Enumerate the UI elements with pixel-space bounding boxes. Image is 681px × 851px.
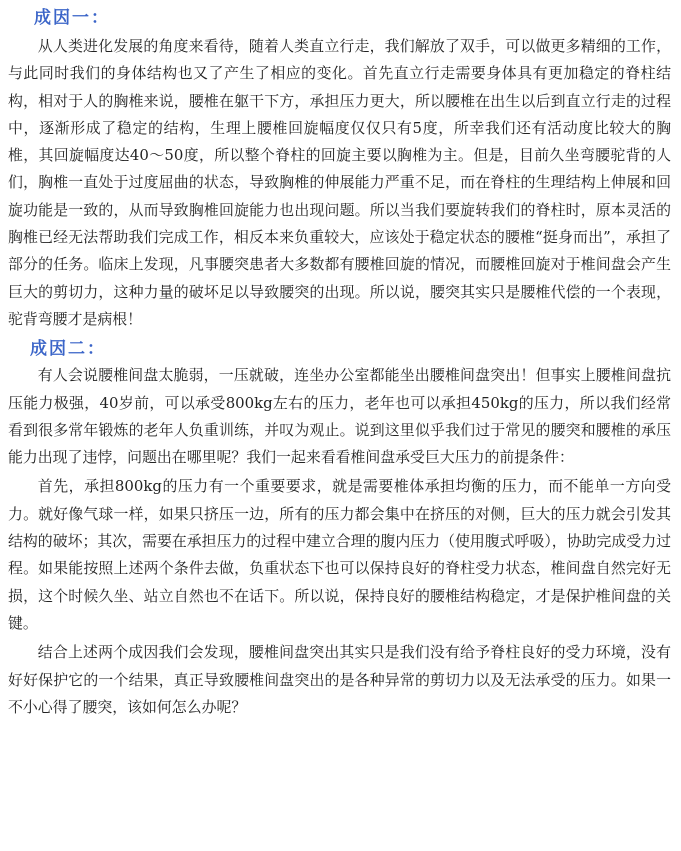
section-heading-cause-two: 成因二： xyxy=(30,339,106,360)
paragraph-conclusion: 结合上述两个成因我们会发现，腰椎间盘突出其实只是我们没有给予脊柱良好的受力环境，没有好好保护它的一个结果，真正导致腰椎间盘突出的是各种异常的剪切力以及无法承受的压力。如果一不小心得了腰突，该如何怎么办呢？ xyxy=(8,643,671,716)
paragraph-cause-one: 从人类进化发展的角度来看待，随着人类直立行走，我们解放了双手，可以做更多精细的工作，与此同时我们的身体结构也又了产生了相应的变化。首先直立行走需要身体具有更加稳定的脊柱结构，相对于人的胸椎来说，腰椎在躯干下方，承担压力更大，所以腰椎在出生以后到直立行走的过程中，逐渐形成了稳定的结构，生理上腰椎回旋幅度仅仅只有5度，所幸我们还有活动度比较大的胸椎，其回旋幅度达40～50度，所以整个脊柱的回旋主要以胸椎为主。但是，目前久坐弯腰驼背的人们，胸椎一直处于过度屈曲的状态，导致胸椎的伸展能力严重不足，而在脊柱的生理结构上伸展和回旋功能是一致的，从而导致胸椎回旋能力也出现问题。所以当我们要旋转我们的脊柱时，原本灵活的胸椎已经无法帮助我们完成工作，相反本来负重较大，应该处于稳定状态的腰椎“挺身而出”，承担了部分的任务。临床上发现，凡事腰突患者大多数都有腰椎回旋的情况，而腰椎回旋对于椎间盘会产生巨大的剪切力，这种力量的破坏足以导致腰突的出现。所以说，腰突其实只是腰椎代偿的一个表现，驼背弯腰才是病根！ xyxy=(8,37,671,328)
section-heading-cause-one: 成因一： xyxy=(34,8,110,28)
paragraph-cause-two-intro: 有人会说腰椎间盘太脆弱，一压就破，连坐办公室都能坐出腰椎间盘突出！但事实上腰椎间盘抗压能力极强，40岁前，可以承受800kg左右的压力，老年也可以承担450kg的压力，所以我们经常看到很多常年锻炼的老年人负重训练，并叹为观止。说到这里似乎我们过于常见的腰突和腰椎的承压能力出现了违悖，问题出在哪里呢？我们一起来看看椎间盘承受巨大压力的前提条件： xyxy=(8,366,671,467)
paragraph-cause-two-conditions: 首先，承担800kg的压力有一个重要要求，就是需要椎体承担均衡的压力，而不能单一方向受力。就好像气球一样，如果只挤压一边，所有的压力都会集中在挤压的对侧，巨大的压力就会引发其结构的破坏；其次，需要在承担压力的过程中建立合理的腹内压力（使用腹式呼吸），协助完成受力过程。如果能按照上述两个条件去做，负重状态下也可以保持良好的脊柱受力状态，椎间盘自然完好无损，这个时候久坐、站立自然也不在话下。所以说，保持良好的腰椎结构稳定，才是保护椎间盘的关键。 xyxy=(8,477,671,632)
